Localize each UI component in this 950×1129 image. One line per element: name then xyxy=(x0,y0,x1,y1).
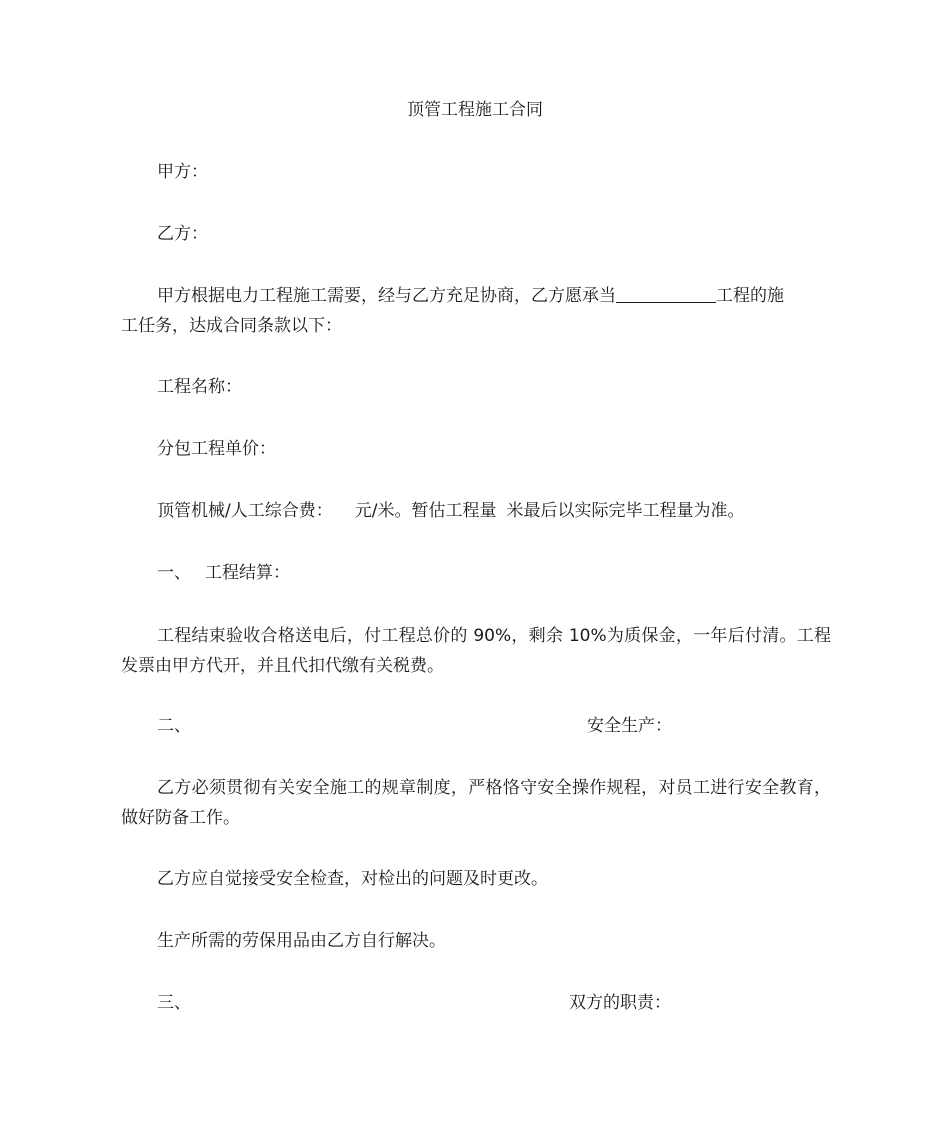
safety-paragraph-3: 生产所需的劳保用品由乙方自行解决。 xyxy=(157,931,446,951)
intro-line-1 xyxy=(157,286,784,306)
intro-line-2: 工任务，达成合同条款以下： xyxy=(121,316,342,336)
document-title: 顶管工程施工合同 xyxy=(407,100,543,120)
party-a-label: 甲方： xyxy=(157,162,208,182)
intro-text-after-blank: 工程的施 xyxy=(716,286,784,306)
party-b-label: 乙方： xyxy=(157,224,208,244)
intro-text-before-blank: 甲方根据电力工程施工需要，经与乙方充足协商，乙方愿承当 xyxy=(157,286,616,306)
project-blank xyxy=(616,286,716,303)
fee-unit-text: 元/米。暂估工程量 xyxy=(354,501,497,521)
section-1-number: 一、 xyxy=(157,563,191,583)
safety-paragraph-1: 乙方必须贯彻有关安全施工的规章制度，严格恪守安全操作规程，对员工进行安全教育，做好防备工作。 xyxy=(121,778,831,828)
safety-paragraph-2: 乙方应自觉接受安全检查，对检出的问题及时更改。 xyxy=(157,869,548,889)
fee-final-text: 米最后以实际完毕工程量为准。 xyxy=(506,501,745,521)
section-3-number: 三、 xyxy=(157,993,191,1013)
project-name-label: 工程名称： xyxy=(157,377,242,397)
section-3-title: 双方的职责： xyxy=(569,993,671,1013)
section-2-number: 二、 xyxy=(157,716,191,736)
section-2-title: 安全生产： xyxy=(587,716,672,736)
fee-line xyxy=(157,501,744,521)
settlement-paragraph: 工程结束验收合格送电后，付工程总价的 90%，剩余 10%为质保金，一年后付清。工程发票由甲方代开，并且代扣代缴有关税费。 xyxy=(121,626,831,676)
section-1-title: 工程结算： xyxy=(205,563,290,583)
unit-price-label: 分包工程单价： xyxy=(157,439,276,459)
fee-label: 顶管机械/人工综合费： xyxy=(157,501,333,521)
